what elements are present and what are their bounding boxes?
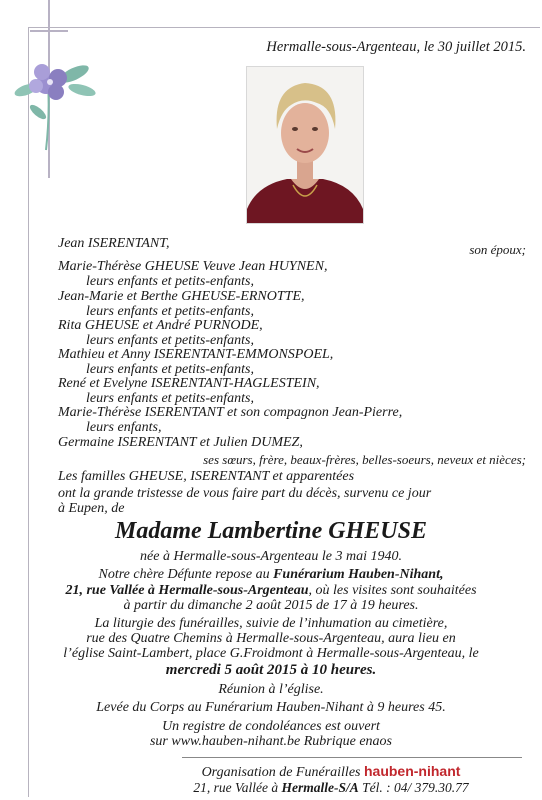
family-line: Germaine ISERENTANT et Julien DUMEZ, [58, 435, 303, 450]
liturgy-line-2: rue des Quatre Chemins à Hermalle-sous-Argenteau, aura lieu en [86, 631, 456, 646]
announce-line: ont la grande tristesse de vous faire part du décès, survenu ce jour [58, 486, 432, 501]
family-line: Rita GHEUSE et André PURNODE, [58, 318, 263, 333]
ceremony-date: mercredi 5 août 2015 à 10 heures. [165, 662, 377, 678]
condolences-line-1: Un registre de condoléances est ouvert [162, 719, 380, 734]
condolences-link[interactable]: sur www.hauben-nihant.be Rubrique enaos [149, 734, 392, 749]
family-line: leurs enfants et petits-enfants, [86, 391, 254, 406]
meeting-line: Réunion à l’église. [218, 682, 324, 697]
phone-text: Tél. : 04/ 379.30.77 [358, 780, 469, 795]
spouse-name: Jean ISERENTANT, [58, 236, 170, 251]
family-line: leurs enfants, [86, 420, 162, 435]
organisation-line [60, 763, 542, 781]
address-text: 21, rue Vallée à [193, 780, 282, 795]
visitation-text: Notre chère Défunte repose au [98, 567, 274, 582]
announce-line-2: à Eupen, de [58, 501, 125, 516]
family-line: Marie-Thérèse GHEUSE Veuve Jean HUYNEN, [58, 259, 328, 274]
visitation-line-1 [0, 567, 542, 583]
family-line: leurs enfants et petits-enfants, [86, 304, 254, 319]
levee-line: Levée du Corps au Funérarium Hauben-Nihant à 9 heures 45. [96, 700, 446, 715]
visitation-line-3: à partir du dimanche 2 août 2015 de 17 à 19 heures. [123, 598, 419, 613]
address-line [60, 780, 542, 796]
footer-divider [182, 757, 522, 758]
family-line: Mathieu et Anny ISERENTANT-EMMONSPOEL, [58, 347, 334, 362]
condolences-line-2[interactable] [0, 734, 542, 750]
family-line: René et Evelyne ISERENTANT-HAGLESTEIN, [58, 376, 320, 391]
family-line: leurs enfants et petits-enfants, [86, 362, 254, 377]
organisation-text: Organisation de Funérailles [201, 765, 364, 780]
liturgy-line-1: La liturgie des funérailles, suivie de l’inhumation au cimetière, [94, 616, 448, 631]
dateline: Hermalle-sous-Argenteau, le 30 juillet 2015. [266, 39, 526, 55]
families-line: Les familles GHEUSE, ISERENTANT et apparentées [58, 469, 355, 484]
funeral-home-name: Funérarium Hauben-Nihant, [273, 567, 444, 582]
address-town: Hermalle-S/A [281, 780, 359, 795]
flower-icon [12, 54, 102, 154]
visitation-line-2 [0, 583, 542, 599]
family-line: Jean-Marie et Berthe GHEUSE-ERNOTTE, [58, 289, 305, 304]
relations-line: ses sœurs, frère, beaux-frères, belles-soeurs, neveux et nièces; [203, 452, 526, 467]
birth-line: née à Hermalle-sous-Argenteau le 3 mai 1940. [140, 549, 402, 564]
cross-horizontal [30, 30, 68, 32]
family-line: leurs enfants et petits-enfants, [86, 274, 254, 289]
portrait-photo [246, 66, 364, 224]
brand-logo: hauben-nihant [363, 763, 461, 779]
spouse-role: son époux; [469, 242, 526, 257]
liturgy-line-3: l’église Saint-Lambert, place G.Froidmont à Hermalle-sous-Argenteau, le [63, 646, 479, 661]
family-line: leurs enfants et petits-enfants, [86, 333, 254, 348]
funeral-home-address: 21, rue Vallée à Hermalle-sous-Argenteau [65, 583, 309, 598]
family-line: Marie-Thérèse ISERENTANT et son compagnon Jean-Pierre, [58, 405, 403, 420]
deceased-name: Madame Lambertine GHEUSE [114, 518, 427, 544]
visitation-text: , où les visites sont souhaitées [308, 583, 477, 598]
